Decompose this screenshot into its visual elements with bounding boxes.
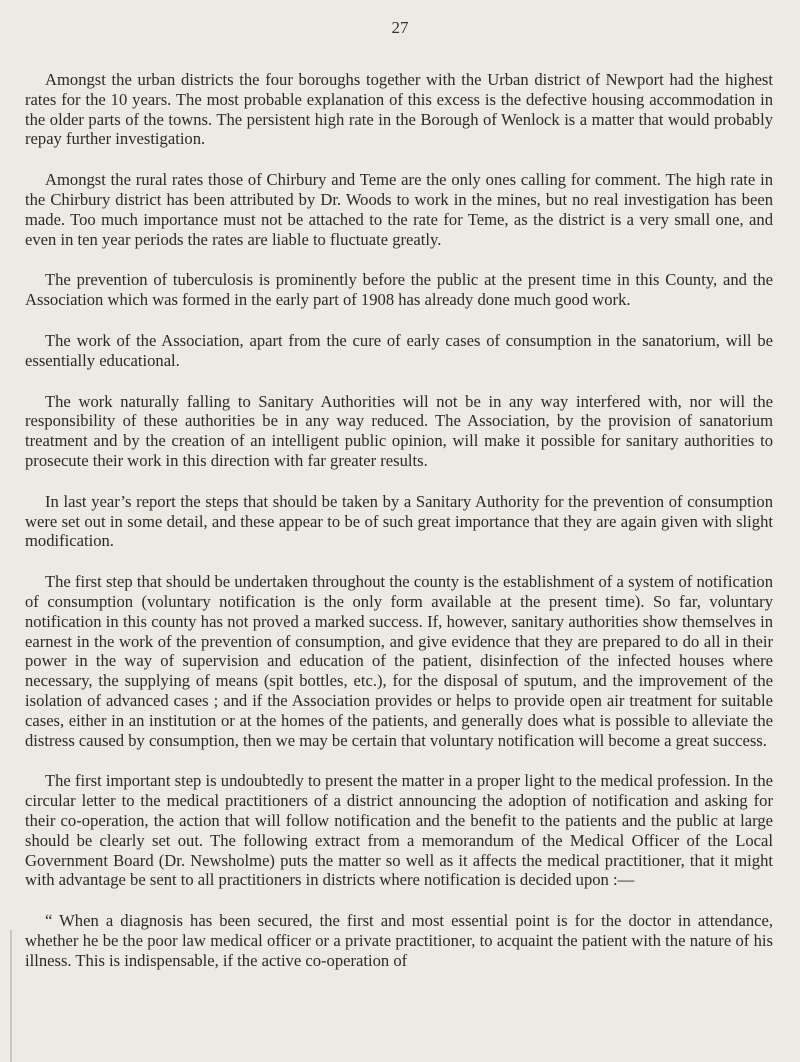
paragraph-memorandum-quote: “ When a diagnosis has been secured, the first and most essential point is for the doctor in attendance, whether he be the poor law medical officer or a private practitioner, to acquaint the patient with the nature of his illness. This is indispensable, if the active co-operation of [25,911,773,970]
paragraph-rural-rates: Amongst the rural rates those of Chirbury and Teme are the only ones calling for comment. The high rate in the Chirbury district has been attributed by Dr. Woods to work in the mines, but no real investigation has been made. Too much importance must not be attached to the rate for Teme, as the district is a very small one, and even in ten year periods the rates are liable to fluctuate greatly. [25,170,773,249]
paragraph-last-years-report: In last year’s report the steps that should be taken by a Sanitary Authority for the prevention of consumption were set out in some detail, and these appear to be of such great importance that they are again given with slight modification. [25,491,773,551]
paragraph-medical-profession: The first important step is undoubtedly to present the matter in a proper light to the medical profession. In the circular letter to the medical practitioners of a district announcing the adoption of notification and asking for their co-operation, the action that will follow notification and the benefit to the patients and the public at large should be clearly set out. The following extract from a memorandum of the Medical Officer of the Local Government Board (Dr. Newsholme) puts the matter so well as it affects the medical practitioner, that it might with advantage be sent to all practitioners in districts where notification is decided upon :— [25,771,773,890]
body-text [25,70,773,991]
paragraph-association-work: The work of the Association, apart from the cure of early cases of consumption in the sanatorium, will be essentially educational. [25,330,773,370]
paragraph-urban-districts: Amongst the urban districts the four boroughs together with the Urban district of Newport had the highest rates for the 10 years. The most probable explanation of this excess is the defective housing accommodation in the older parts of the towns. The persistent high rate in the Borough of Wenlock is a matter that would probably repay further investigation. [25,70,773,149]
paragraph-tuberculosis-prevention: The prevention of tuberculosis is prominently before the public at the present time in this County, and the Association which was formed in the early part of 1908 has already done much good work. [25,270,773,310]
page-edge-shadow [10,930,12,1062]
paragraph-notification-system: The first step that should be undertaken throughout the county is the establishment of a system of notification of consumption (voluntary notification is the only form available at the present time). So far, voluntary notification in this county has not proved a marked success. If, however, sanitary authorities show themselves in earnest in the work of the prevention of consumption, and give evidence that they are prepared to do all in their power in the way of supervision and education of the patient, disinfection of the infected houses where necessary, the supplying of means (spit bottles, etc.), for the disposal of sputum, and the improvement of the isolation of advanced cases ; and if the Association provides or helps to provide open air treatment for suitable cases, either in an institution or at the homes of the patients, and generally does what is possible to alleviate the distress caused by consumption, then we may be certain that voluntary notification will become a great success. [25,572,773,750]
page-number: 27 [391,18,409,37]
paragraph-sanitary-authorities: The work naturally falling to Sanitary Authorities will not be in any way interfered with, nor will the responsibility of these authorities be in any way reduced. The Association, by the provision of sanatorium treatment and by the creation of an intelligent public opinion, will make it possible for sanitary authorities to prosecute their work in this direction with far greater results. [25,391,773,470]
